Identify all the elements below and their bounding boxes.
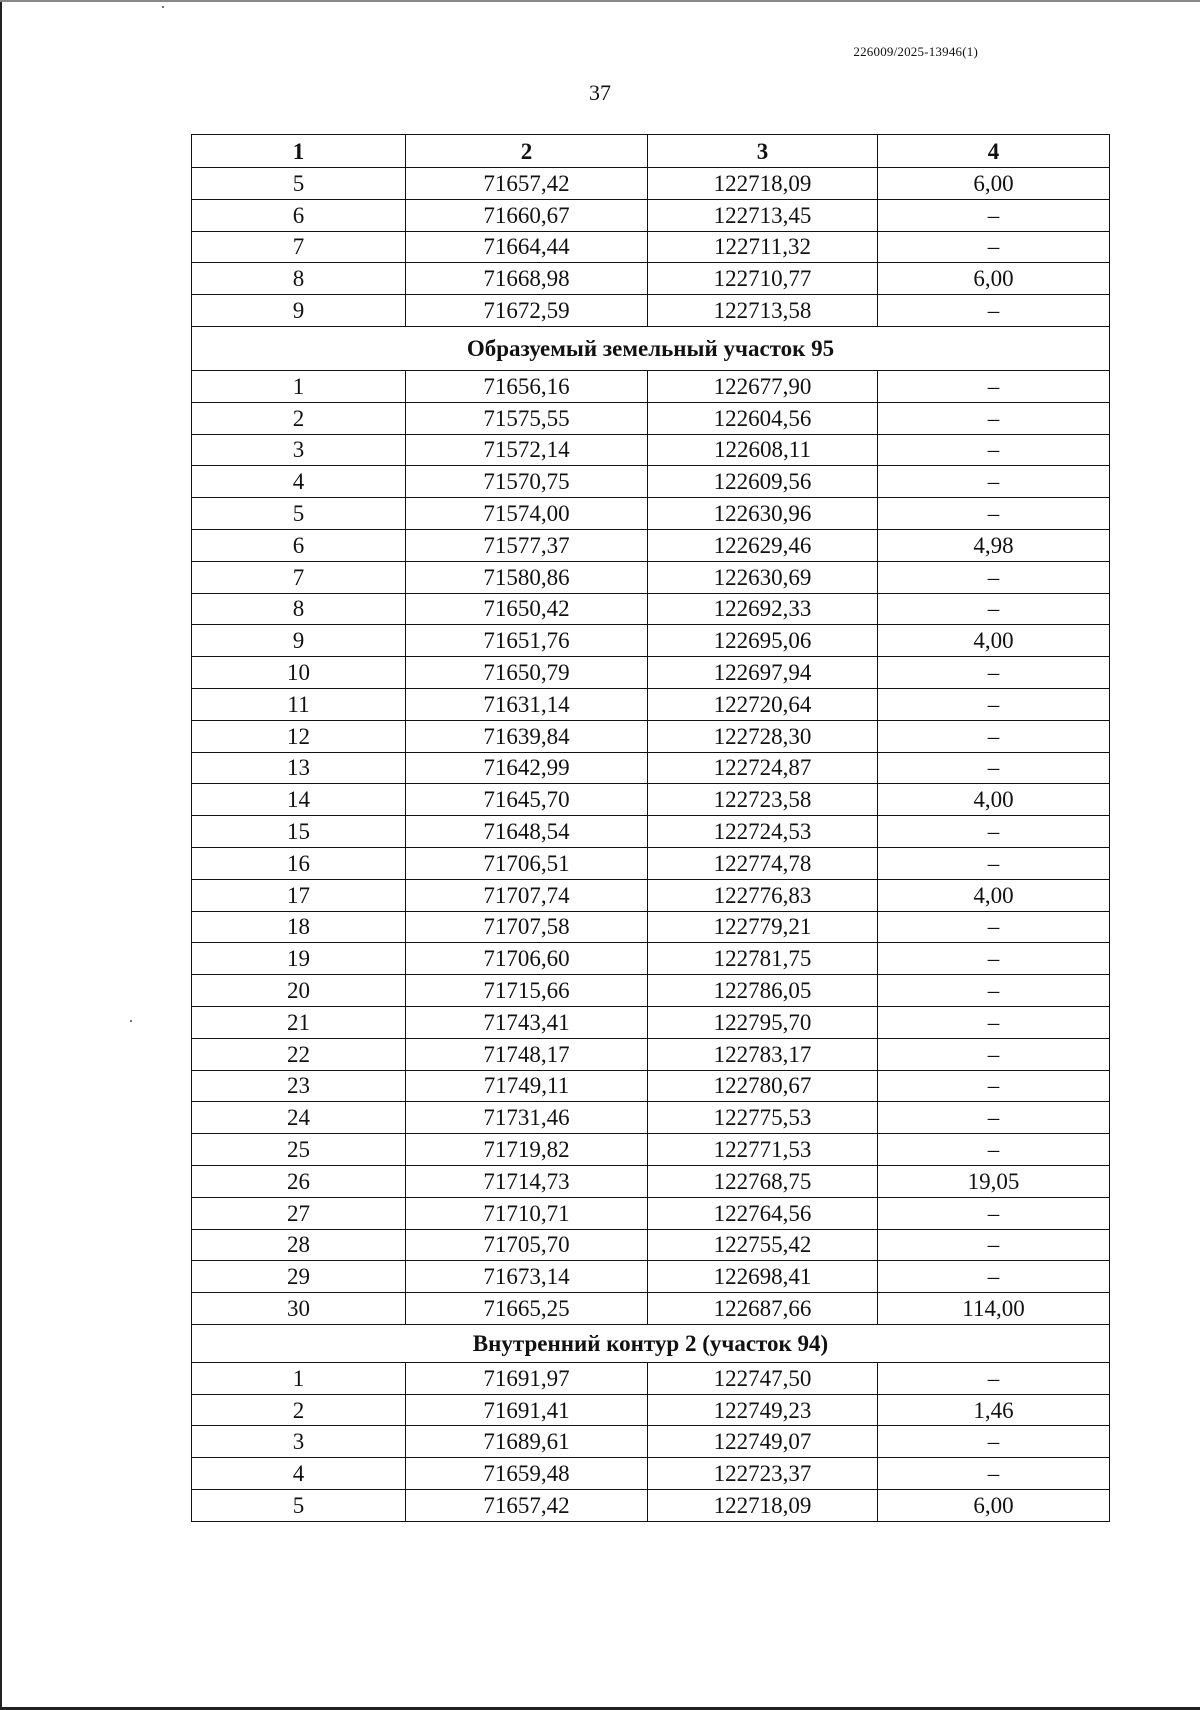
table-row bbox=[192, 1394, 1110, 1426]
point-number: 1 bbox=[192, 1362, 406, 1394]
table-row bbox=[192, 593, 1110, 625]
x-coordinate: 71731,46 bbox=[406, 1102, 648, 1134]
distance: – bbox=[878, 816, 1110, 848]
distance: 19,05 bbox=[878, 1165, 1110, 1197]
point-number: 19 bbox=[192, 943, 406, 975]
x-coordinate: 71575,55 bbox=[406, 402, 648, 434]
distance: 4,00 bbox=[878, 625, 1110, 657]
y-coordinate: 122695,06 bbox=[648, 625, 878, 657]
distance: – bbox=[878, 1197, 1110, 1229]
distance: – bbox=[878, 1006, 1110, 1038]
distance: – bbox=[878, 975, 1110, 1007]
y-coordinate: 122768,75 bbox=[648, 1165, 878, 1197]
y-coordinate: 122775,53 bbox=[648, 1102, 878, 1134]
x-coordinate: 71657,42 bbox=[406, 1490, 648, 1522]
x-coordinate: 71572,14 bbox=[406, 434, 648, 466]
y-coordinate: 122609,56 bbox=[648, 466, 878, 498]
distance: – bbox=[878, 295, 1110, 327]
point-number: 26 bbox=[192, 1165, 406, 1197]
x-coordinate: 71580,86 bbox=[406, 561, 648, 593]
point-number: 13 bbox=[192, 752, 406, 784]
point-number: 12 bbox=[192, 720, 406, 752]
point-number: 8 bbox=[192, 263, 406, 295]
point-number: 28 bbox=[192, 1229, 406, 1261]
y-coordinate: 122723,37 bbox=[648, 1458, 878, 1490]
table-row bbox=[192, 625, 1110, 657]
column-header: 2 bbox=[406, 135, 648, 168]
section-title-row bbox=[192, 326, 1110, 370]
x-coordinate: 71691,41 bbox=[406, 1394, 648, 1426]
x-coordinate: 71707,58 bbox=[406, 911, 648, 943]
y-coordinate: 122728,30 bbox=[648, 720, 878, 752]
table-row bbox=[192, 688, 1110, 720]
x-coordinate: 71642,99 bbox=[406, 752, 648, 784]
table-row bbox=[192, 263, 1110, 295]
x-coordinate: 71574,00 bbox=[406, 498, 648, 530]
x-coordinate: 71665,25 bbox=[406, 1293, 648, 1325]
y-coordinate: 122779,21 bbox=[648, 911, 878, 943]
y-coordinate: 122747,50 bbox=[648, 1362, 878, 1394]
distance: – bbox=[878, 1362, 1110, 1394]
x-coordinate: 71645,70 bbox=[406, 784, 648, 816]
point-number: 30 bbox=[192, 1293, 406, 1325]
y-coordinate: 122776,83 bbox=[648, 879, 878, 911]
table-row bbox=[192, 434, 1110, 466]
y-coordinate: 122711,32 bbox=[648, 231, 878, 263]
distance: – bbox=[878, 1134, 1110, 1166]
table-row bbox=[192, 720, 1110, 752]
table-row bbox=[192, 529, 1110, 561]
y-coordinate: 122749,23 bbox=[648, 1394, 878, 1426]
distance: – bbox=[878, 1458, 1110, 1490]
distance: 6,00 bbox=[878, 1490, 1110, 1522]
distance: – bbox=[878, 370, 1110, 402]
point-number: 16 bbox=[192, 847, 406, 879]
table-row bbox=[192, 1293, 1110, 1325]
point-number: 6 bbox=[192, 529, 406, 561]
y-coordinate: 122795,70 bbox=[648, 1006, 878, 1038]
y-coordinate: 122608,11 bbox=[648, 434, 878, 466]
point-number: 8 bbox=[192, 593, 406, 625]
y-coordinate: 122629,46 bbox=[648, 529, 878, 561]
x-coordinate: 71631,14 bbox=[406, 688, 648, 720]
table-row bbox=[192, 1458, 1110, 1490]
coordinates-table bbox=[191, 134, 1110, 1522]
distance: 6,00 bbox=[878, 168, 1110, 200]
table-row bbox=[192, 295, 1110, 327]
distance: – bbox=[878, 911, 1110, 943]
table-row bbox=[192, 879, 1110, 911]
y-coordinate: 122780,67 bbox=[648, 1070, 878, 1102]
point-number: 29 bbox=[192, 1261, 406, 1293]
table-row bbox=[192, 847, 1110, 879]
point-number: 2 bbox=[192, 1394, 406, 1426]
x-coordinate: 71648,54 bbox=[406, 816, 648, 848]
distance: – bbox=[878, 847, 1110, 879]
distance: – bbox=[878, 402, 1110, 434]
distance: 6,00 bbox=[878, 263, 1110, 295]
distance: 4,98 bbox=[878, 529, 1110, 561]
table-row bbox=[192, 816, 1110, 848]
y-coordinate: 122713,58 bbox=[648, 295, 878, 327]
distance: – bbox=[878, 1229, 1110, 1261]
x-coordinate: 71706,51 bbox=[406, 847, 648, 879]
point-number: 17 bbox=[192, 879, 406, 911]
section-title: Образуемый земельный участок 95 bbox=[192, 326, 1110, 370]
scan-speck bbox=[162, 6, 164, 8]
point-number: 23 bbox=[192, 1070, 406, 1102]
point-number: 6 bbox=[192, 199, 406, 231]
point-number: 4 bbox=[192, 1458, 406, 1490]
y-coordinate: 122718,09 bbox=[648, 1490, 878, 1522]
scan-top-border bbox=[0, 0, 1200, 2]
table-row bbox=[192, 1006, 1110, 1038]
point-number: 4 bbox=[192, 466, 406, 498]
point-number: 15 bbox=[192, 816, 406, 848]
x-coordinate: 71706,60 bbox=[406, 943, 648, 975]
point-number: 5 bbox=[192, 168, 406, 200]
y-coordinate: 122677,90 bbox=[648, 370, 878, 402]
point-number: 9 bbox=[192, 625, 406, 657]
table-row bbox=[192, 168, 1110, 200]
x-coordinate: 71659,48 bbox=[406, 1458, 648, 1490]
distance: – bbox=[878, 943, 1110, 975]
x-coordinate: 71707,74 bbox=[406, 879, 648, 911]
table-row bbox=[192, 466, 1110, 498]
x-coordinate: 71748,17 bbox=[406, 1038, 648, 1070]
y-coordinate: 122630,96 bbox=[648, 498, 878, 530]
point-number: 5 bbox=[192, 1490, 406, 1522]
point-number: 5 bbox=[192, 498, 406, 530]
point-number: 18 bbox=[192, 911, 406, 943]
table-row bbox=[192, 1165, 1110, 1197]
table-row bbox=[192, 943, 1110, 975]
y-coordinate: 122724,53 bbox=[648, 816, 878, 848]
table-row bbox=[192, 402, 1110, 434]
x-coordinate: 71689,61 bbox=[406, 1426, 648, 1458]
y-coordinate: 122774,78 bbox=[648, 847, 878, 879]
point-number: 24 bbox=[192, 1102, 406, 1134]
point-number: 10 bbox=[192, 657, 406, 689]
y-coordinate: 122692,33 bbox=[648, 593, 878, 625]
x-coordinate: 71710,71 bbox=[406, 1197, 648, 1229]
x-coordinate: 71719,82 bbox=[406, 1134, 648, 1166]
page-number: 37 bbox=[589, 80, 611, 105]
table-row bbox=[192, 784, 1110, 816]
x-coordinate: 71650,42 bbox=[406, 593, 648, 625]
distance: 114,00 bbox=[878, 1293, 1110, 1325]
point-number: 22 bbox=[192, 1038, 406, 1070]
y-coordinate: 122786,05 bbox=[648, 975, 878, 1007]
distance: – bbox=[878, 466, 1110, 498]
x-coordinate: 71651,76 bbox=[406, 625, 648, 657]
distance: 4,00 bbox=[878, 784, 1110, 816]
table-row bbox=[192, 1134, 1110, 1166]
y-coordinate: 122710,77 bbox=[648, 263, 878, 295]
table-row bbox=[192, 561, 1110, 593]
distance: – bbox=[878, 199, 1110, 231]
column-header: 1 bbox=[192, 135, 406, 168]
distance: – bbox=[878, 688, 1110, 720]
distance: – bbox=[878, 231, 1110, 263]
x-coordinate: 71639,84 bbox=[406, 720, 648, 752]
y-coordinate: 122713,45 bbox=[648, 199, 878, 231]
table-row bbox=[192, 975, 1110, 1007]
y-coordinate: 122764,56 bbox=[648, 1197, 878, 1229]
point-number: 7 bbox=[192, 561, 406, 593]
table-row bbox=[192, 1038, 1110, 1070]
table-row bbox=[192, 1261, 1110, 1293]
distance: – bbox=[878, 657, 1110, 689]
scan-left-border bbox=[0, 0, 2, 1710]
y-coordinate: 122697,94 bbox=[648, 657, 878, 689]
point-number: 20 bbox=[192, 975, 406, 1007]
y-coordinate: 122723,58 bbox=[648, 784, 878, 816]
table-row bbox=[192, 1197, 1110, 1229]
distance: – bbox=[878, 1102, 1110, 1134]
table-header-row bbox=[192, 135, 1110, 168]
x-coordinate: 71657,42 bbox=[406, 168, 648, 200]
y-coordinate: 122724,87 bbox=[648, 752, 878, 784]
point-number: 14 bbox=[192, 784, 406, 816]
distance: – bbox=[878, 1261, 1110, 1293]
point-number: 11 bbox=[192, 688, 406, 720]
table-row bbox=[192, 370, 1110, 402]
table-row bbox=[192, 752, 1110, 784]
x-coordinate: 71660,67 bbox=[406, 199, 648, 231]
distance: – bbox=[878, 593, 1110, 625]
y-coordinate: 122755,42 bbox=[648, 1229, 878, 1261]
x-coordinate: 71691,97 bbox=[406, 1362, 648, 1394]
y-coordinate: 122783,17 bbox=[648, 1038, 878, 1070]
x-coordinate: 71570,75 bbox=[406, 466, 648, 498]
point-number: 7 bbox=[192, 231, 406, 263]
distance: – bbox=[878, 752, 1110, 784]
table-row bbox=[192, 911, 1110, 943]
x-coordinate: 71714,73 bbox=[406, 1165, 648, 1197]
x-coordinate: 71743,41 bbox=[406, 1006, 648, 1038]
coordinates-table-body bbox=[192, 135, 1110, 1522]
table-row bbox=[192, 231, 1110, 263]
point-number: 3 bbox=[192, 434, 406, 466]
column-header: 4 bbox=[878, 135, 1110, 168]
table-row bbox=[192, 498, 1110, 530]
x-coordinate: 71650,79 bbox=[406, 657, 648, 689]
point-number: 2 bbox=[192, 402, 406, 434]
x-coordinate: 71673,14 bbox=[406, 1261, 648, 1293]
distance: – bbox=[878, 1426, 1110, 1458]
y-coordinate: 122781,75 bbox=[648, 943, 878, 975]
distance: – bbox=[878, 561, 1110, 593]
table-row bbox=[192, 1426, 1110, 1458]
distance: – bbox=[878, 498, 1110, 530]
x-coordinate: 71577,37 bbox=[406, 529, 648, 561]
scan-speck bbox=[130, 1020, 132, 1022]
point-number: 21 bbox=[192, 1006, 406, 1038]
distance: – bbox=[878, 720, 1110, 752]
y-coordinate: 122687,66 bbox=[648, 1293, 878, 1325]
table-row bbox=[192, 1102, 1110, 1134]
distance: – bbox=[878, 1070, 1110, 1102]
table-row bbox=[192, 1490, 1110, 1522]
column-header: 3 bbox=[648, 135, 878, 168]
document-number: 226009/2025-13946(1) bbox=[853, 44, 978, 59]
y-coordinate: 122771,53 bbox=[648, 1134, 878, 1166]
x-coordinate: 71656,16 bbox=[406, 370, 648, 402]
x-coordinate: 71749,11 bbox=[406, 1070, 648, 1102]
table-row bbox=[192, 1229, 1110, 1261]
distance: 1,46 bbox=[878, 1394, 1110, 1426]
point-number: 1 bbox=[192, 370, 406, 402]
y-coordinate: 122720,64 bbox=[648, 688, 878, 720]
distance: – bbox=[878, 434, 1110, 466]
table-row bbox=[192, 657, 1110, 689]
y-coordinate: 122749,07 bbox=[648, 1426, 878, 1458]
point-number: 25 bbox=[192, 1134, 406, 1166]
table-row bbox=[192, 1070, 1110, 1102]
y-coordinate: 122604,56 bbox=[648, 402, 878, 434]
x-coordinate: 71664,44 bbox=[406, 231, 648, 263]
x-coordinate: 71668,98 bbox=[406, 263, 648, 295]
point-number: 3 bbox=[192, 1426, 406, 1458]
section-title-row bbox=[192, 1324, 1110, 1362]
table-row bbox=[192, 199, 1110, 231]
x-coordinate: 71672,59 bbox=[406, 295, 648, 327]
distance: – bbox=[878, 1038, 1110, 1070]
section-title: Внутренний контур 2 (участок 94) bbox=[192, 1324, 1110, 1362]
point-number: 9 bbox=[192, 295, 406, 327]
point-number: 27 bbox=[192, 1197, 406, 1229]
table-row bbox=[192, 1362, 1110, 1394]
y-coordinate: 122718,09 bbox=[648, 168, 878, 200]
x-coordinate: 71705,70 bbox=[406, 1229, 648, 1261]
y-coordinate: 122630,69 bbox=[648, 561, 878, 593]
x-coordinate: 71715,66 bbox=[406, 975, 648, 1007]
distance: 4,00 bbox=[878, 879, 1110, 911]
y-coordinate: 122698,41 bbox=[648, 1261, 878, 1293]
